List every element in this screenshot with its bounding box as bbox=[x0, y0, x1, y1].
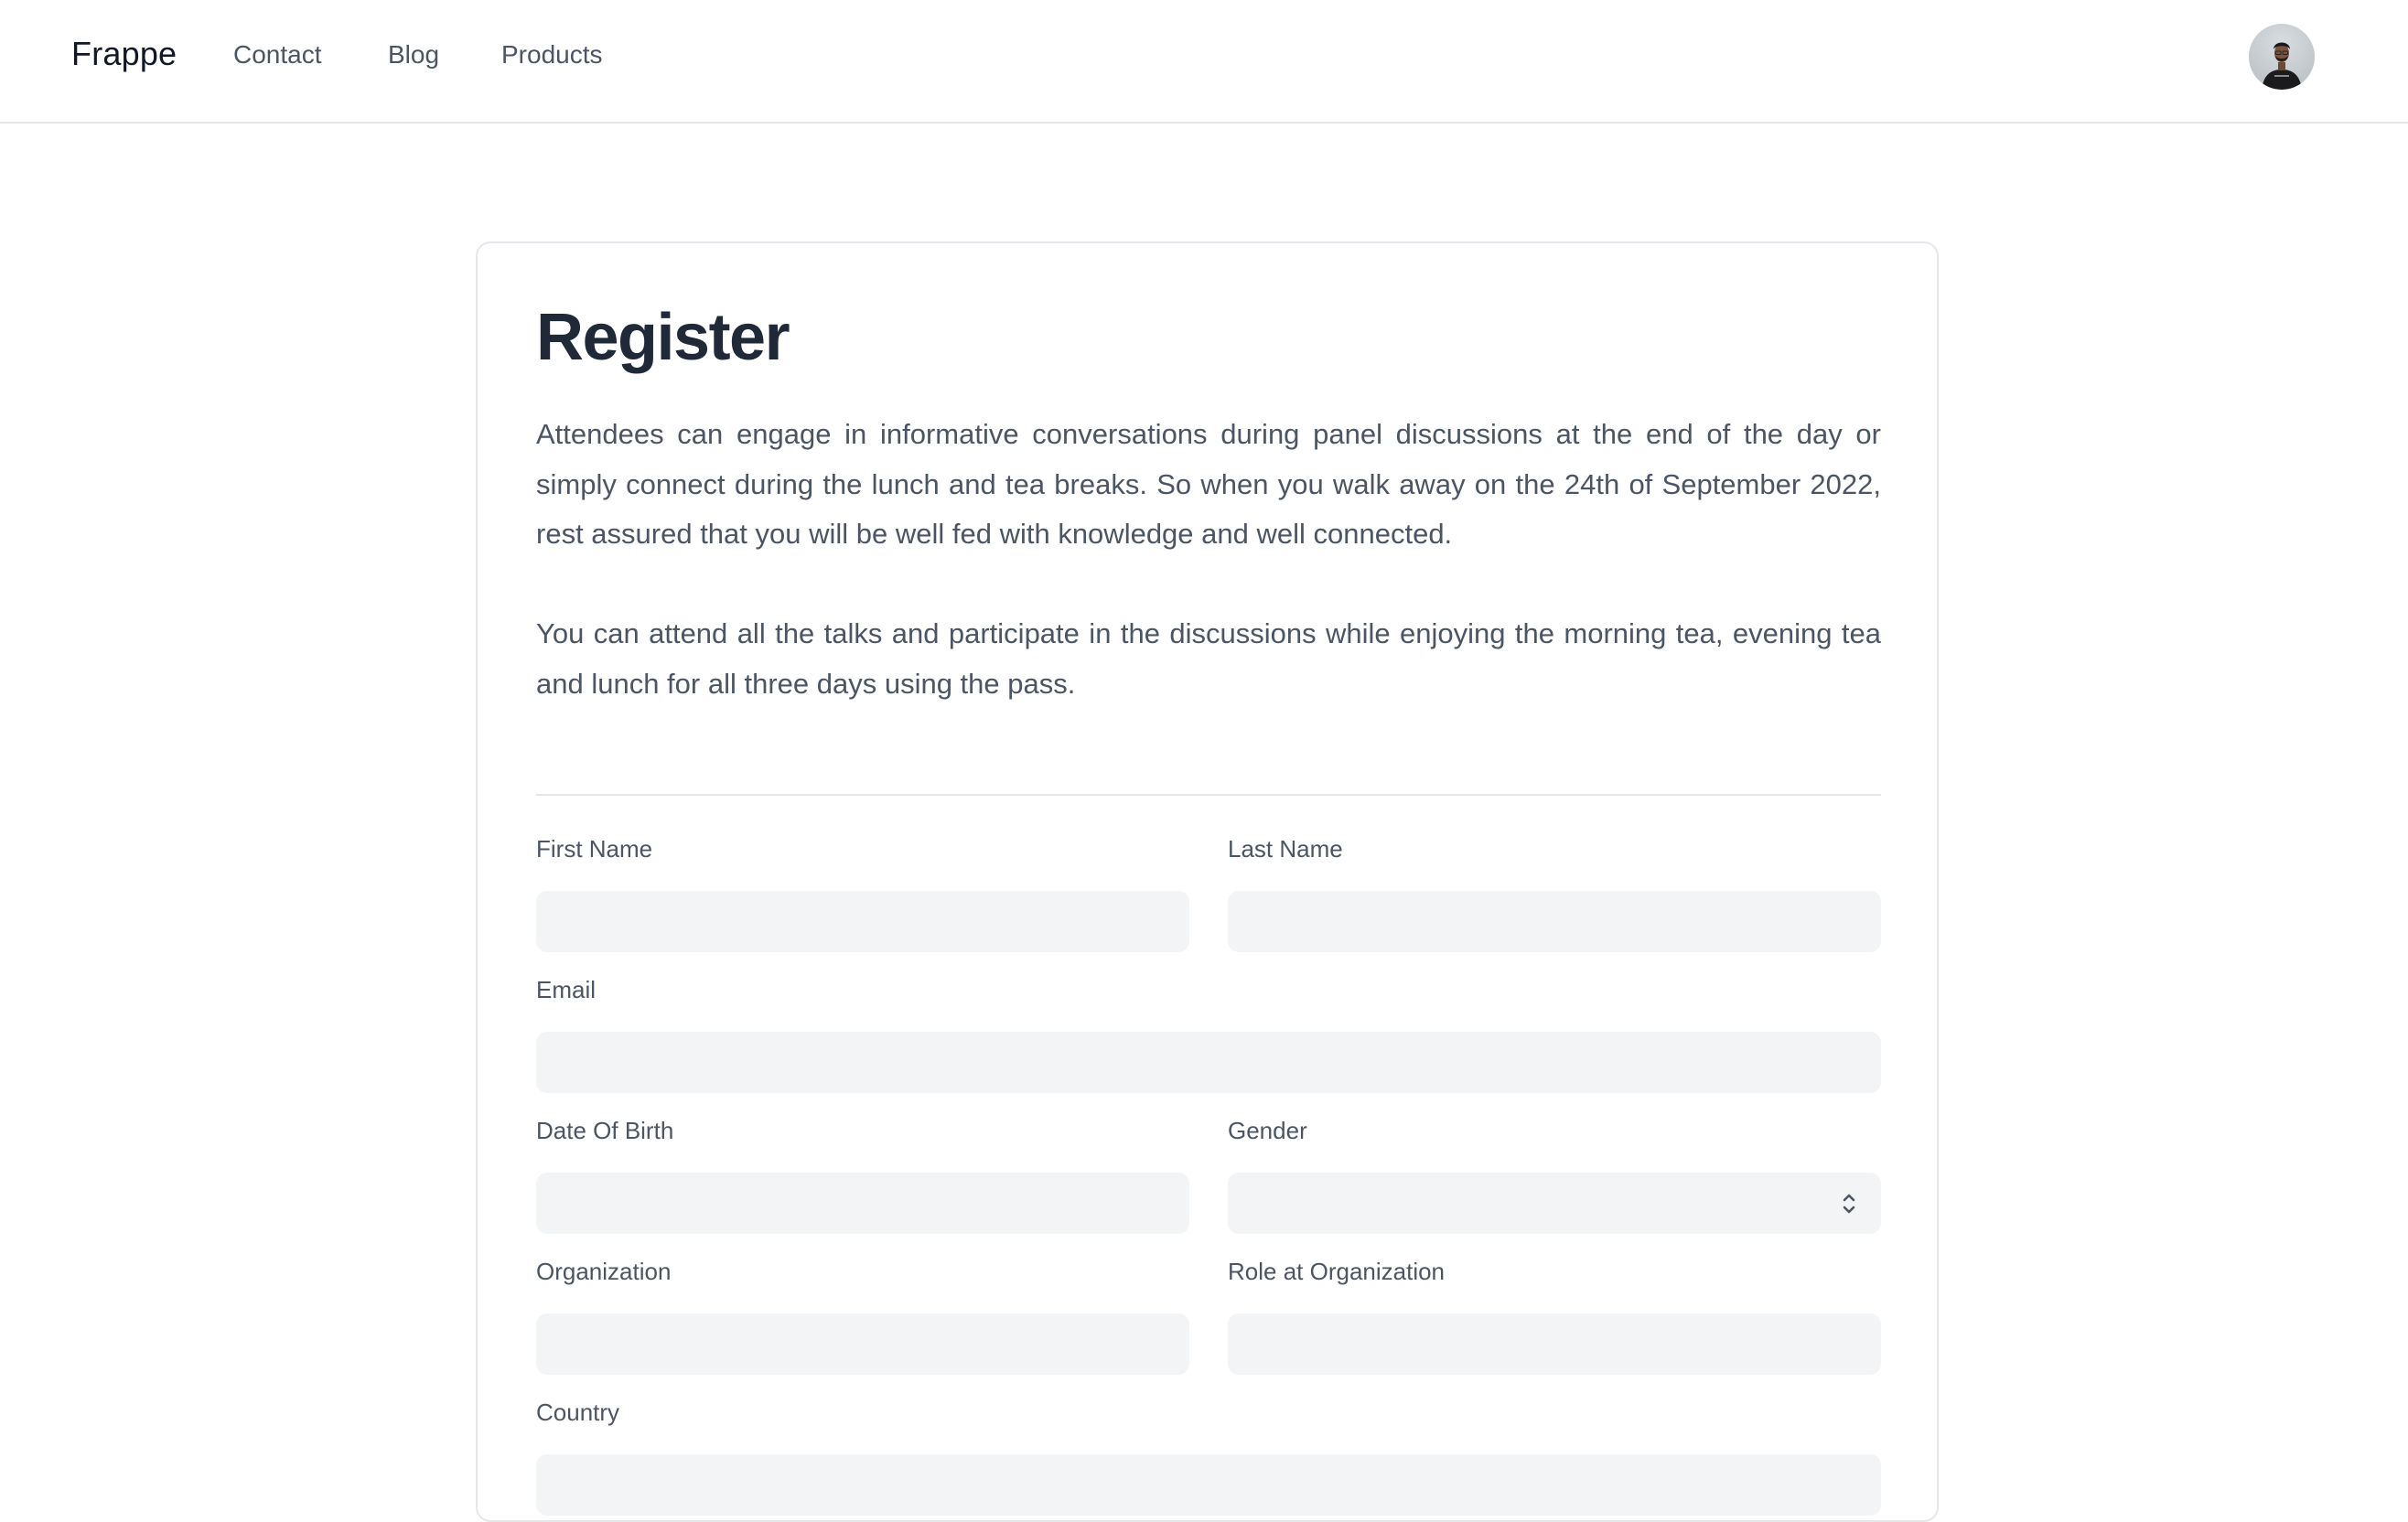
gender-select-wrapper bbox=[1228, 1173, 1881, 1234]
description-paragraph-2: You can attend all the talks and participate in the discussions while enjoying the morning tea, evening tea and lunch for all three days using the pass. bbox=[536, 617, 1881, 700]
first-name-label: First Name bbox=[536, 835, 653, 863]
role-at-organization-input[interactable] bbox=[1228, 1313, 1881, 1375]
organization-label: Organization bbox=[536, 1258, 672, 1285]
email-input[interactable] bbox=[536, 1032, 1881, 1093]
nav-link-products[interactable]: Products bbox=[501, 40, 603, 69]
last-name-field-group bbox=[1228, 832, 1881, 952]
user-photo-icon bbox=[2249, 24, 2315, 90]
organization-input[interactable] bbox=[536, 1313, 1189, 1375]
description-paragraph-1: Attendees can engage in informative conversations during panel discussions at the end of the day or simply connect during the lunch and tea breaks. So when you walk away on the 24th of September 2022, rest assured that you will be well fed with knowledge and well connected. bbox=[536, 418, 1881, 550]
organization-field-group bbox=[536, 1255, 1189, 1375]
date-of-birth-label: Date Of Birth bbox=[536, 1117, 674, 1144]
date-of-birth-field-group bbox=[536, 1114, 1189, 1234]
role-at-organization-label: Role at Organization bbox=[1228, 1258, 1446, 1285]
role-at-organization-field-group bbox=[1228, 1255, 1881, 1375]
gender-field-group bbox=[1228, 1114, 1881, 1234]
email-field-group bbox=[536, 973, 1881, 1093]
first-name-field-group bbox=[536, 832, 1189, 952]
register-card bbox=[476, 241, 1939, 1522]
country-label: Country bbox=[536, 1399, 620, 1426]
country-input[interactable] bbox=[536, 1454, 1881, 1516]
top-navbar bbox=[0, 0, 2408, 123]
nav-link-blog[interactable]: Blog bbox=[388, 40, 440, 69]
gender-label: Gender bbox=[1228, 1117, 1307, 1144]
page-title: Register bbox=[536, 301, 790, 374]
first-name-input[interactable] bbox=[536, 891, 1189, 952]
brand-logo-link[interactable]: Frappe bbox=[71, 35, 177, 72]
email-label: Email bbox=[536, 976, 597, 1003]
last-name-label: Last Name bbox=[1228, 835, 1343, 863]
section-divider bbox=[536, 794, 1881, 796]
nav-link-contact[interactable]: Contact bbox=[233, 40, 322, 69]
chevron-up-down-icon bbox=[1841, 1191, 1857, 1217]
gender-select[interactable] bbox=[1228, 1173, 1881, 1234]
country-field-group bbox=[536, 1396, 1881, 1516]
date-of-birth-input[interactable] bbox=[536, 1173, 1189, 1234]
user-avatar[interactable] bbox=[2249, 24, 2315, 90]
last-name-input[interactable] bbox=[1228, 891, 1881, 952]
